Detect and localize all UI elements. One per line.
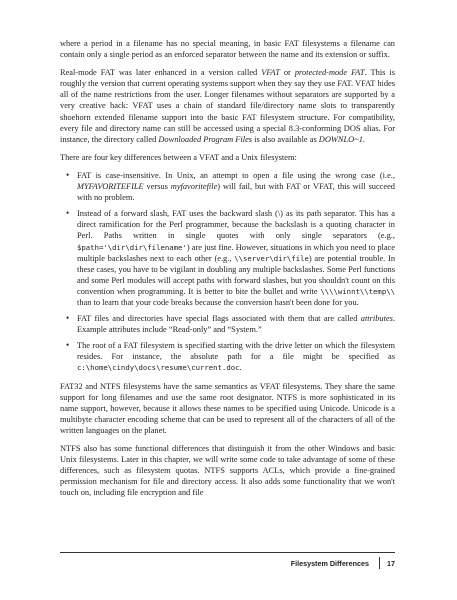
term-vfat: VFAT xyxy=(261,68,280,78)
text-run: versus xyxy=(143,182,171,192)
text-run: ) are potential trouble. In these cases, you have to be vigilant in doubling any multiple backslashes. Some Perl functions and some Perl modules will accept paths with forward slashes, but you shouldn't count on this convention when programming. It is better to bite the bullet and write xyxy=(77,253,396,296)
term-protected-mode-fat: protected-mode FAT xyxy=(294,68,365,78)
paragraph-key-differences-intro: There are four key differences between a VFAT and a Unix filesystem: xyxy=(60,152,297,162)
page-footer xyxy=(60,552,395,573)
list-item-case-insensitive xyxy=(77,170,395,203)
paragraph-fat-periods: where a period in a filename has no special meaning, in basic FAT filesystems a filename can contain only a single period as an enforced separator between the name and its extension or suffix. xyxy=(60,39,395,60)
text-run: . This is roughly the version that current operating systems support when they say they use FAT. VFAT hides all of the name restrictions from the user. Longer filenames without separators are supported by a very creative hack: VFAT uses a chain of standard file/directory name slots to transparently shoehorn extended filename support into the basic FAT filesystem structure. For compatibility, every file and directory name can still be accessed using a special 8.3-conforming DOS alias. For instance, the directory called xyxy=(60,68,396,144)
text-run: . xyxy=(362,134,365,144)
list-item-root-drive-letter xyxy=(77,340,395,373)
text-run: ) will fail, but with FAT or VFAT, this will succeed with no problem. xyxy=(77,182,395,203)
text-run: Instead of a forward slash, FAT uses the backward slash (\) as its path separator. This has a direct ramification for the Perl programmer, because the backslash is a quoting character in Perl. Paths written in single quotes with only single separators (e.g., xyxy=(77,209,395,241)
term-myfavoritefile-lower: myfavoritefile xyxy=(170,182,218,192)
list-item-backslash-separator xyxy=(77,208,395,308)
text-run: Real-mode FAT was later enhanced in a version called xyxy=(60,68,262,78)
term-downlo-alias: DOWNLO~1 xyxy=(318,134,363,144)
list-item-attributes xyxy=(77,313,395,335)
paragraph-fat32-ntfs: FAT32 and NTFS filesystems have the same semantics as VFAT filesystems. They share the same support for long filenames and use the same root designator. NTFS is more sophisticated in its name support, however, because it allows these names to be specified using Unicode. Unicode is a multibyte character encoding scheme that can be used to represent all of the characters of all of the written languages on the planet. xyxy=(60,381,395,435)
running-footer-title: Filesystem Differences xyxy=(290,559,369,568)
term-downloaded-program-files: Downloaded Program Files xyxy=(158,134,253,144)
paragraph-vfat xyxy=(60,67,395,145)
page-body xyxy=(60,38,395,505)
text-run: FAT files and directories have special flags associated with them that are called xyxy=(77,314,361,324)
text-run: FAT is case-insensitive. In Unix, an attempt to open a file using the wrong case (i.e., xyxy=(77,170,395,180)
footer-divider xyxy=(379,557,380,569)
term-attributes: attributes xyxy=(360,314,393,324)
text-run: . Example attributes include “Read-only” and “System.” xyxy=(77,314,395,335)
page-number: 17 xyxy=(387,559,395,568)
text-run: . xyxy=(239,363,242,373)
code-escaped-path: \\\\winnt\\temp\\ xyxy=(320,286,395,296)
code-unc-path: \\server\dir\file xyxy=(234,253,309,263)
text-run: than to learn that your code breaks because the conversion hasn't been done for you. xyxy=(77,297,359,307)
differences-list xyxy=(60,170,395,374)
paragraph-ntfs-differences: NTFS also has some functional differences that distinguish it from the other Windows and basic Unix filesystems. Later in this chapter, we will write some code to take advantage of some of these differences, such as filesystem quotas. NTFS supports ACLs, which provide a fine-grained permission mechanism for file and directory access. It also adds some functionality that we won't touch on, including file encryption and file xyxy=(60,444,395,498)
code-path-example: $path='\dir\dir\filename' xyxy=(77,242,187,252)
text-run: is also available as xyxy=(252,134,319,144)
text-run: ) are just fine. However, situations in which you need to place multiple backslashes next to each other (e.g., xyxy=(77,242,395,263)
code-absolute-path: c:\home\cindy\docs\resume\current.doc xyxy=(77,363,240,373)
text-run: The root of a FAT filesystem is specified starting with the drive letter on which the filesystem resides. For instance, the absolute path for a file might be specified as xyxy=(77,341,395,362)
term-myfavoritefile-upper: MYFAVORITEFILE xyxy=(77,182,144,192)
text-run: or xyxy=(279,68,295,78)
